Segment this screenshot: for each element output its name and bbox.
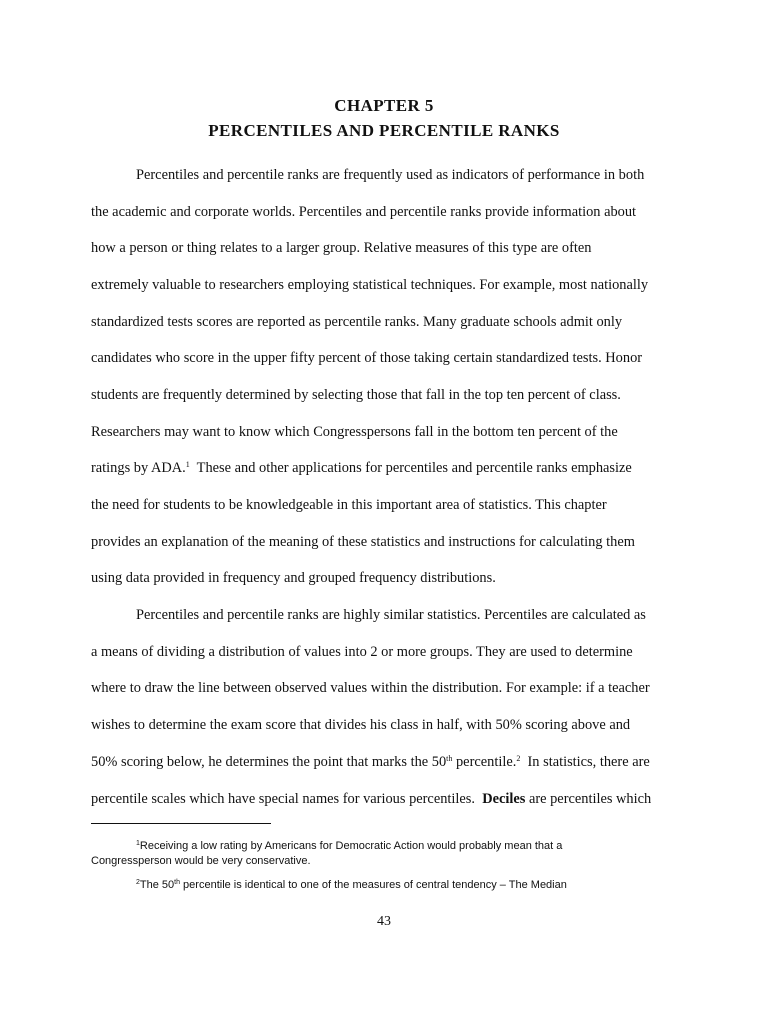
- footnote-text: percentile is identical to one of the measures of central tendency – The Median: [180, 879, 567, 891]
- text-line: Percentiles and percentile ranks are highly similar statistics. Percentiles are calculated as: [136, 607, 646, 623]
- text-line: students are frequently determined by selecting those that fall in the top ten percent of class.: [91, 387, 621, 403]
- text-segment: In statistics, there are: [520, 754, 650, 770]
- text-line: extremely valuable to researchers employing statistical techniques. For example, most nationally: [91, 277, 649, 293]
- text-line: provides an explanation of the meaning of these statistics and instructions for calculating them: [91, 534, 635, 550]
- footnote-number: 2: [136, 879, 140, 886]
- text-line: the need for students to be knowledgeable in this important area of statistics. This chapter: [91, 497, 607, 513]
- bold-term: Deciles: [482, 791, 526, 807]
- text-segment: 50% scoring below, he determines the point that marks the 50: [91, 754, 447, 770]
- text-segment: are percentiles which: [525, 791, 652, 807]
- footnote-number: 1: [136, 840, 140, 847]
- text-line: the academic and corporate worlds. Percentiles and percentile ranks provide information about: [91, 204, 637, 220]
- footnote-1-line: [136, 839, 562, 853]
- footnote-text: The 50: [139, 879, 175, 891]
- footnote-separator: [91, 823, 271, 824]
- footnote-text: Receiving a low rating by Americans for Democratic Action would probably mean that a: [139, 840, 563, 852]
- chapter-number: CHAPTER 5: [334, 96, 434, 115]
- footnote-1-line: Congressperson would be very conservative.: [91, 855, 311, 867]
- footnote-ref-2[interactable]: 2: [516, 754, 521, 763]
- text-line: wishes to determine the exam score that divides his class in half, with 50% scoring above and: [91, 717, 631, 733]
- footnote-2-line: [136, 878, 567, 892]
- text-line: [91, 753, 650, 771]
- superscript: th: [446, 754, 453, 763]
- text-line: Percentiles and percentile ranks are frequently used as indicators of performance in both: [136, 167, 645, 183]
- text-line: a means of dividing a distribution of values into 2 or more groups. They are used to determine: [91, 644, 633, 660]
- text-line: where to draw the line between observed values within the distribution. For example: if a teacher: [91, 680, 650, 696]
- text-line: [91, 790, 651, 808]
- text-segment: ratings by ADA.: [91, 460, 186, 476]
- chapter-title: PERCENTILES AND PERCENTILE RANKS: [208, 121, 560, 140]
- text-line: candidates who score in the upper fifty percent of those taking certain standardized tests. Honor: [91, 350, 643, 366]
- text-line: standardized tests scores are reported as percentile ranks. Many graduate schools admit only: [91, 314, 623, 330]
- superscript: th: [174, 879, 180, 886]
- text-segment: percentile scales which have special names for various percentiles.: [91, 791, 483, 807]
- text-line: how a person or thing relates to a larger group. Relative measures of this type are often: [91, 240, 592, 256]
- text-segment: percentile.: [452, 754, 517, 770]
- text-segment: These and other applications for percentiles and percentile ranks emphasize: [189, 460, 632, 476]
- page-number: 43: [377, 914, 391, 929]
- footnote-ref-1[interactable]: 1: [185, 460, 190, 469]
- text-line: Researchers may want to know which Congresspersons fall in the bottom ten percent of the: [91, 424, 618, 440]
- text-line: [91, 459, 632, 477]
- text-line: using data provided in frequency and grouped frequency distributions.: [91, 570, 496, 586]
